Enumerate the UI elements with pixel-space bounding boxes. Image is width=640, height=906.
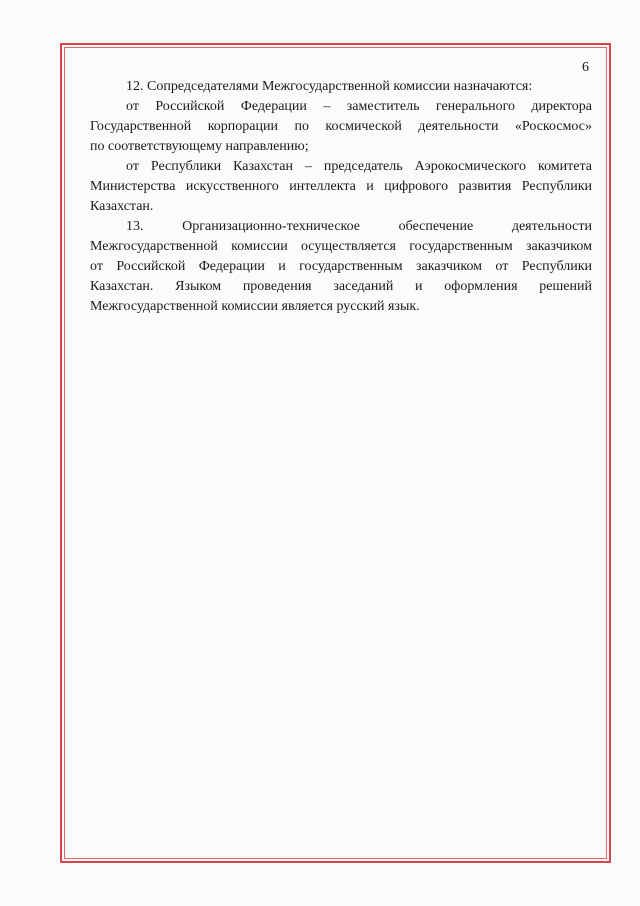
text-line: 12. Сопредседателями Межгосударственной комиссии назначаются: bbox=[126, 79, 533, 94]
paragraph-russia-co-chair bbox=[90, 97, 592, 157]
text-line: Казахстан. Языком проведения заседаний и оформления решений bbox=[90, 279, 592, 294]
text-line: Межгосударственной комиссии осуществляется государственным заказчиком bbox=[90, 239, 592, 254]
text-line: от Республики Казахстан – председатель Аэрокосмического комитета bbox=[126, 159, 592, 174]
text-line: 13. Организационно-техническое обеспечение деятельности bbox=[126, 219, 592, 234]
page-number: 6 bbox=[582, 60, 589, 75]
text-line: по соответствующему направлению; bbox=[90, 139, 309, 154]
text-line: Государственной корпорации по космической деятельности «Роскосмос» bbox=[90, 119, 592, 134]
text-line: Министерства искусственного интеллекта и цифрового развития Республики bbox=[90, 179, 592, 194]
text-line: Казахстан. bbox=[90, 199, 154, 214]
text-line: от Российской Федерации – заместитель генерального директора bbox=[126, 99, 592, 114]
text-line: от Российской Федерации и государственным заказчиком от Республики bbox=[90, 259, 592, 274]
paragraph-organizational-support bbox=[90, 217, 592, 317]
paragraph-co-chairs bbox=[90, 77, 592, 97]
paragraph-kazakhstan-co-chair bbox=[90, 157, 592, 217]
text-line: Межгосударственной комиссии является русский язык. bbox=[90, 299, 420, 314]
document-body bbox=[90, 77, 592, 317]
